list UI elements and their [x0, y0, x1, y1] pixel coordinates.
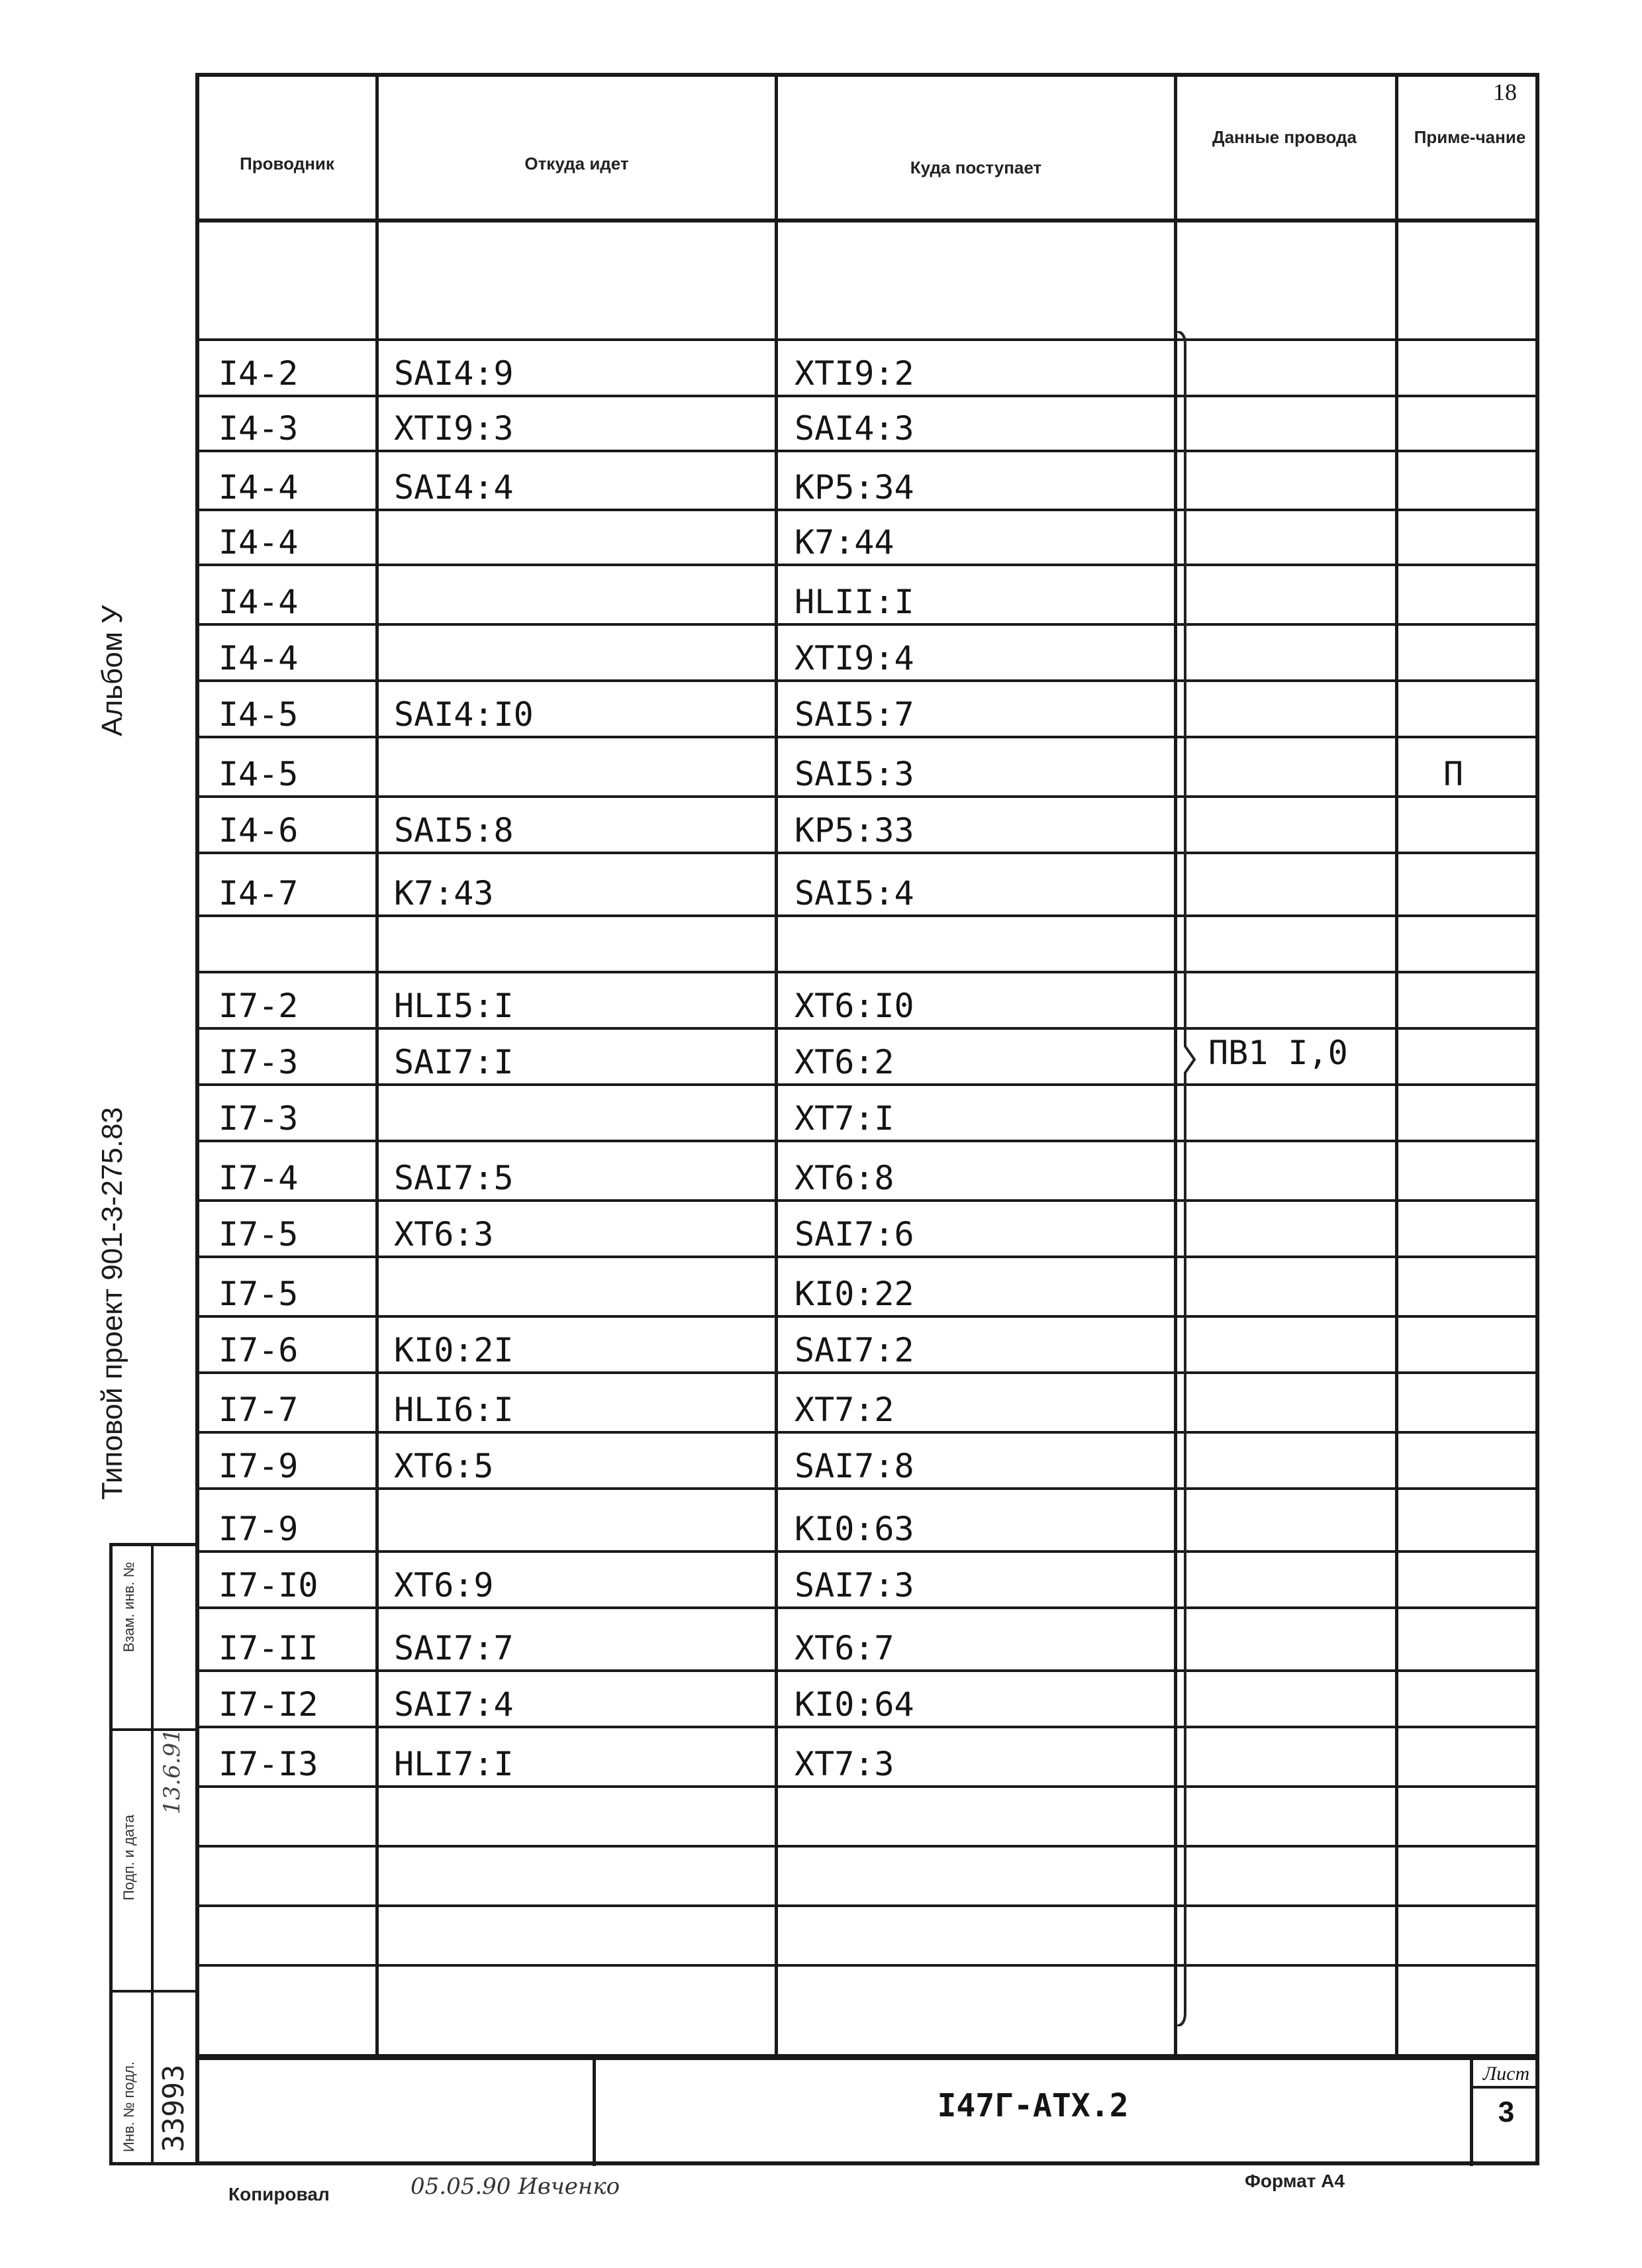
stamp-sign-date: Подп. и дата: [121, 1814, 137, 1900]
cell-to: XTI9:4: [795, 639, 914, 677]
cell-cond: I4-2: [218, 354, 299, 393]
col-divider: [775, 75, 778, 2058]
header-divider: [197, 219, 1537, 222]
cell-from: SAI5:8: [394, 811, 514, 850]
wire-data-brace: [1172, 331, 1198, 2026]
row-divider: [197, 450, 1537, 452]
cell-from: SAI7:I: [394, 1043, 514, 1081]
footer-format: Формат А4: [1245, 2171, 1345, 2191]
header-to: Куда поступает: [910, 158, 1042, 177]
cell-cond: I7-9: [218, 1510, 299, 1548]
col-divider: [375, 75, 379, 2058]
row-divider: [197, 338, 1537, 341]
cell-to: XT7:2: [795, 1391, 894, 1429]
cell-from: HLI7:I: [394, 1745, 514, 1783]
cell-from: SAI7:7: [394, 1629, 514, 1667]
cell-cond: I4-3: [218, 409, 299, 448]
row-divider: [197, 852, 1537, 854]
row-divider: [197, 564, 1537, 566]
cell-to: KP5:34: [795, 468, 914, 507]
row-divider: [197, 1256, 1537, 1258]
stamp-inv-orig: Инв. № подл.: [121, 2061, 137, 2152]
row-divider: [197, 1140, 1537, 1142]
cell-to: SAI7:3: [795, 1566, 914, 1604]
cell-cond: I7-I2: [218, 1685, 318, 1724]
cell-to: XT6:7: [795, 1629, 894, 1667]
row-divider: [197, 1487, 1537, 1490]
row-divider: [197, 1904, 1537, 1907]
row-divider: [197, 1199, 1537, 1202]
row-divider: [197, 1785, 1537, 1788]
title-block-top-line: [197, 2057, 1537, 2060]
cell-cond: I7-2: [218, 987, 299, 1025]
row-divider: [197, 1371, 1537, 1374]
row-divider: [197, 1845, 1537, 1848]
row-divider: [197, 1606, 1537, 1609]
cell-to: SAI5:7: [795, 695, 914, 734]
row-divider: [197, 914, 1537, 917]
cell-cond: I7-7: [218, 1391, 299, 1429]
row-divider: [197, 1550, 1537, 1553]
stamp-divider: [109, 1990, 199, 1993]
cell-to: XT6:2: [795, 1043, 894, 1081]
cell-to: SAI5:4: [795, 874, 914, 912]
row-divider: [197, 509, 1537, 511]
cell-to: HLII:I: [795, 583, 914, 621]
header-wire-data: Данные провода: [1212, 127, 1357, 147]
cell-from: HLI6:I: [394, 1391, 514, 1429]
cell-from: K7:43: [394, 874, 494, 912]
row-divider: [197, 795, 1537, 798]
cell-cond: I4-4: [218, 583, 299, 621]
row-divider: [197, 1964, 1537, 1967]
cell-to: SAI7:6: [795, 1215, 914, 1254]
cell-from: XTI9:3: [394, 409, 514, 448]
cell-to: XT6:8: [795, 1159, 894, 1197]
sheet-mark: 18: [1493, 79, 1517, 105]
header-from: Откуда идет: [524, 154, 629, 173]
cell-cond: I7-I0: [218, 1566, 318, 1604]
stamp-inv-number: 33993: [157, 2064, 191, 2152]
row-divider: [197, 1027, 1537, 1030]
cell-from: SAI4:I0: [394, 695, 534, 734]
footer-signature: 05.05.90 Ивченко: [410, 2173, 620, 2200]
cell-cond: I4-6: [218, 811, 299, 850]
row-divider: [197, 395, 1537, 397]
cell-cond: I7-I3: [218, 1745, 318, 1783]
album-title: Альбом У: [96, 605, 128, 736]
cell-to: XT7:I: [795, 1099, 894, 1138]
cell-from: XT6:9: [394, 1566, 494, 1604]
cell-to: KI0:22: [795, 1275, 914, 1313]
cell-to: SAI7:8: [795, 1447, 914, 1485]
cell-from: XT6:3: [394, 1215, 494, 1254]
cell-cond: I7-9: [218, 1447, 299, 1485]
sheet-label: Лист: [1482, 2063, 1530, 2085]
cell-cond: I7-3: [218, 1099, 299, 1138]
cell-to: XTI9:2: [795, 354, 914, 393]
cell-cond: I7-5: [218, 1275, 299, 1313]
cell-to: SAI5:3: [795, 755, 914, 793]
cell-to: SAI4:3: [795, 409, 914, 448]
cell-cond: I4-5: [218, 695, 299, 734]
row-divider: [197, 623, 1537, 626]
stamp-sign-value: 13.6.91: [159, 1728, 185, 1814]
cell-cond: I4-4: [218, 639, 299, 677]
row-divider: [197, 1726, 1537, 1728]
cell-from: SAI7:5: [394, 1159, 514, 1197]
side-title: [89, 56, 136, 1500]
cell-from: HLI5:I: [394, 987, 514, 1025]
cell-from: SAI4:4: [394, 468, 514, 507]
cell-cond: I7-6: [218, 1331, 299, 1369]
sheet-number: 3: [1498, 2096, 1515, 2128]
wire-data-value: ПВ1 I,0: [1208, 1034, 1348, 1072]
cell-cond: I7-4: [218, 1159, 299, 1197]
cell-cond: I7-3: [218, 1043, 299, 1081]
cell-note: П: [1443, 755, 1464, 793]
cell-from: SAI7:4: [394, 1685, 514, 1724]
cell-cond: I7-II: [218, 1629, 318, 1667]
footer-copied: Копировал: [228, 2184, 330, 2204]
cell-to: SAI7:2: [795, 1331, 914, 1369]
project-title: Типовой проект 901-3-275.83: [96, 1107, 128, 1500]
row-divider: [197, 1315, 1537, 1318]
cell-from: KI0:2I: [394, 1331, 514, 1369]
cell-cond: I7-5: [218, 1215, 299, 1254]
cell-from: XT6:5: [394, 1447, 494, 1485]
cell-to: KI0:64: [795, 1685, 914, 1724]
row-divider: [197, 1431, 1537, 1434]
cell-to: XT7:3: [795, 1745, 894, 1783]
cell-cond: I4-4: [218, 468, 299, 507]
cell-from: SAI4:9: [394, 354, 514, 393]
row-divider: [197, 971, 1537, 973]
cell-to: XT6:I0: [795, 987, 914, 1025]
cell-to: KP5:33: [795, 811, 914, 850]
header-conductors: Проводник: [240, 154, 334, 173]
cell-to: KI0:63: [795, 1510, 914, 1548]
row-divider: [197, 1669, 1537, 1672]
col-divider: [1395, 75, 1398, 2058]
stamp-replace-inv: Взам. инв. №: [121, 1561, 137, 1652]
stamp-divider: [151, 1543, 154, 2165]
row-divider: [197, 736, 1537, 738]
cell-to: K7:44: [795, 523, 894, 562]
cell-cond: I4-5: [218, 755, 299, 793]
header-note: Приме-чание: [1414, 127, 1526, 147]
document-code: I47Г-АТХ.2: [937, 2087, 1129, 2124]
row-divider: [197, 679, 1537, 682]
row-divider: [197, 1083, 1537, 1086]
cell-cond: I4-4: [218, 523, 299, 562]
cell-cond: I4-7: [218, 874, 299, 912]
